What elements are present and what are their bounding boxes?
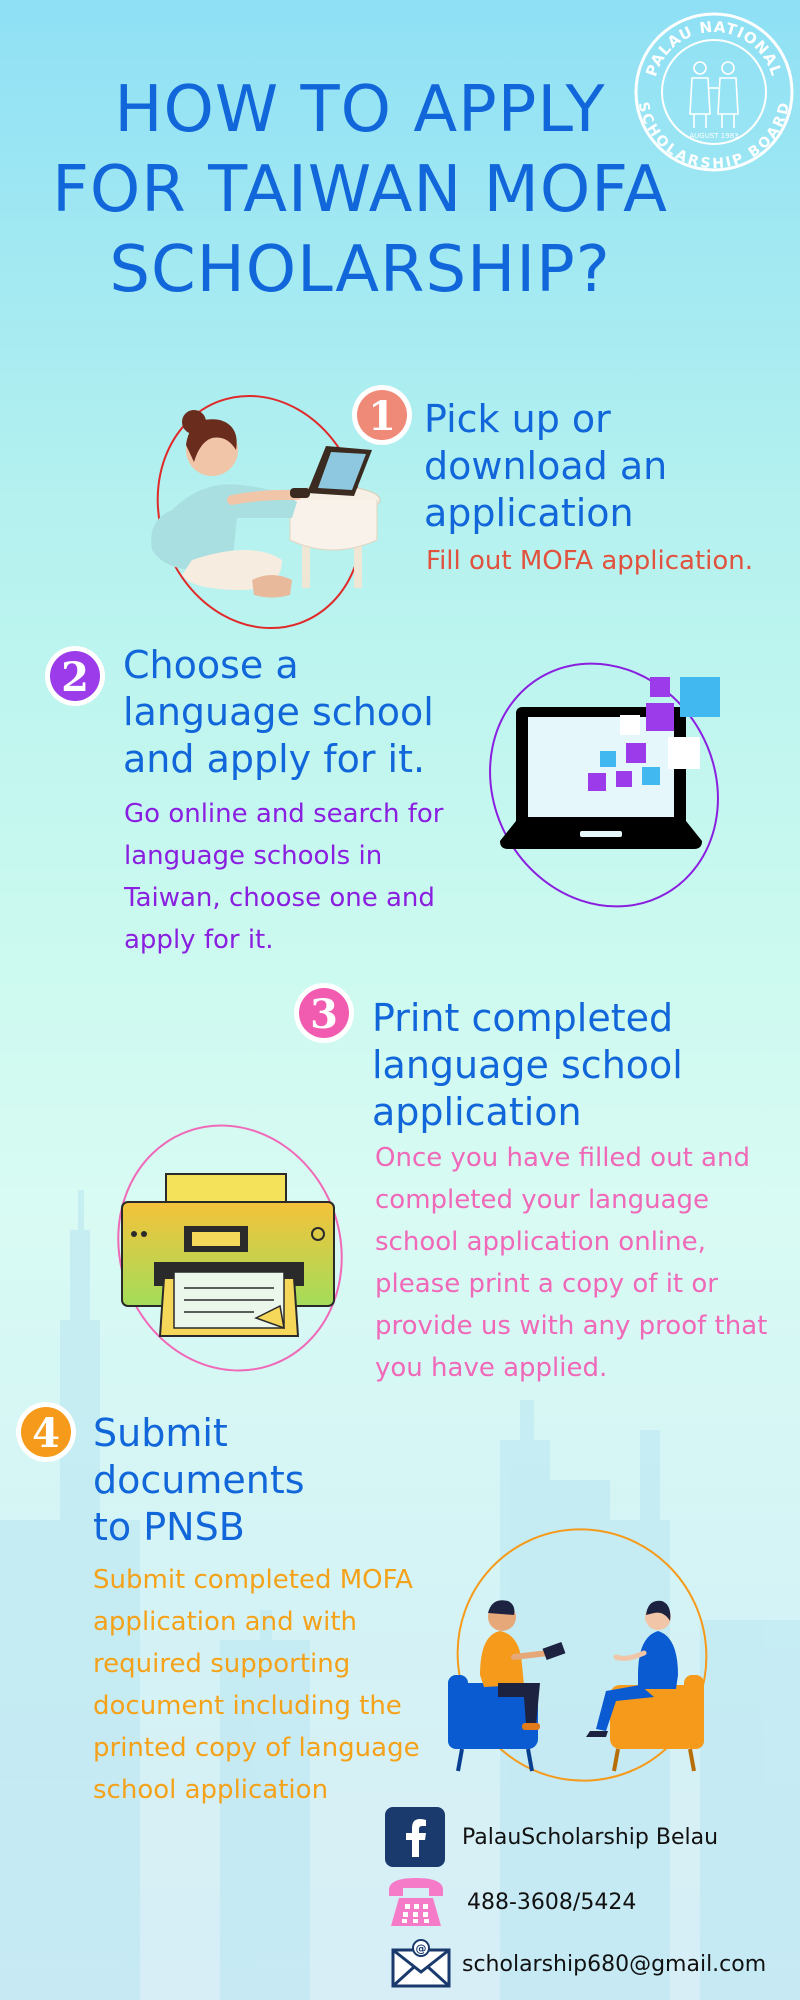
step-2-heading [123,642,434,783]
title-line: SCHOLARSHIP? [109,233,611,307]
phone-number: 488-3608/5424 [467,1889,637,1915]
body-line: Fill out MOFA application. [426,546,754,576]
step-3-heading [372,995,683,1136]
facebook-icon [385,1807,445,1867]
step-4-heading [93,1410,305,1551]
heading-line: language school [123,690,434,734]
page-title [20,70,700,310]
laptop-pixels-illustration [486,655,732,915]
step-4-description [93,1559,420,1811]
heading-line: application [424,491,634,535]
heading-line: and apply for it. [123,737,426,781]
meeting-illustration [440,1525,720,1787]
step-1-heading [424,396,667,537]
body-line: printed copy of language [93,1733,420,1763]
step-number-badge-1 [350,383,414,447]
heading-line: to PNSB [93,1505,245,1549]
body-line: you have applied. [375,1353,608,1383]
telephone-icon [385,1874,447,1930]
pnsb-seal-logo [632,10,796,174]
step-2-description [124,793,443,961]
seal-bottom-text: SCHOLARSHIP BOARD [635,100,793,172]
heading-line: Submit [93,1411,228,1455]
body-line: school application [93,1775,329,1805]
step-number-badge-4 [14,1400,78,1464]
body-line: required supporting [93,1649,351,1679]
body-line: provide us with any proof that [375,1311,768,1341]
facebook-page-name: PalauScholarship Belau [462,1824,719,1850]
seal-top-text: PALAU NATIONAL [642,17,786,79]
contact-email[interactable] [390,1938,766,1990]
step-3-description [375,1137,767,1389]
step-number-badge-3 [292,981,356,1045]
body-line: apply for it. [124,925,274,955]
heading-line: Pick up or [424,397,611,441]
heading-line: Print completed [372,996,674,1040]
step-number: 3 [310,991,338,1038]
body-line: please print a copy of it or [375,1269,718,1299]
heading-line: language school [372,1043,683,1087]
body-line: completed your language [375,1185,709,1215]
body-line: application and with [93,1607,358,1637]
heading-line: documents [93,1458,305,1502]
heading-line: download an [424,444,668,488]
heading-line: application [372,1090,582,1134]
heading-line: Choose a [123,643,299,687]
body-line: Submit completed MOFA [93,1565,413,1595]
body-line: Taiwan, choose one and [124,883,435,913]
step-number: 2 [61,654,89,701]
step-1-description [426,540,753,582]
step-number: 4 [32,1410,60,1457]
body-line: document including the [93,1691,402,1721]
body-line: Once you have filled out and [375,1143,750,1173]
title-line: FOR TAIWAN MOFA [52,153,668,227]
email-icon [390,1938,452,1990]
contact-phone[interactable] [385,1874,636,1930]
title-line: HOW TO APPLY [114,73,606,147]
body-line: Go online and search for [124,799,444,829]
email-address: scholarship680@gmail.com [462,1951,767,1977]
seal-date: AUGUST 1983 [689,132,739,140]
printer-illustration [104,1122,354,1382]
body-line: school application online, [375,1227,706,1257]
body-line: language schools in [124,841,383,871]
step-number-badge-2 [43,644,107,708]
svg-text:PALAU NATIONAL [642,18,785,79]
svg-text:@: @ [415,1942,427,1955]
contact-facebook[interactable] [385,1807,718,1867]
step-number: 1 [368,393,396,440]
